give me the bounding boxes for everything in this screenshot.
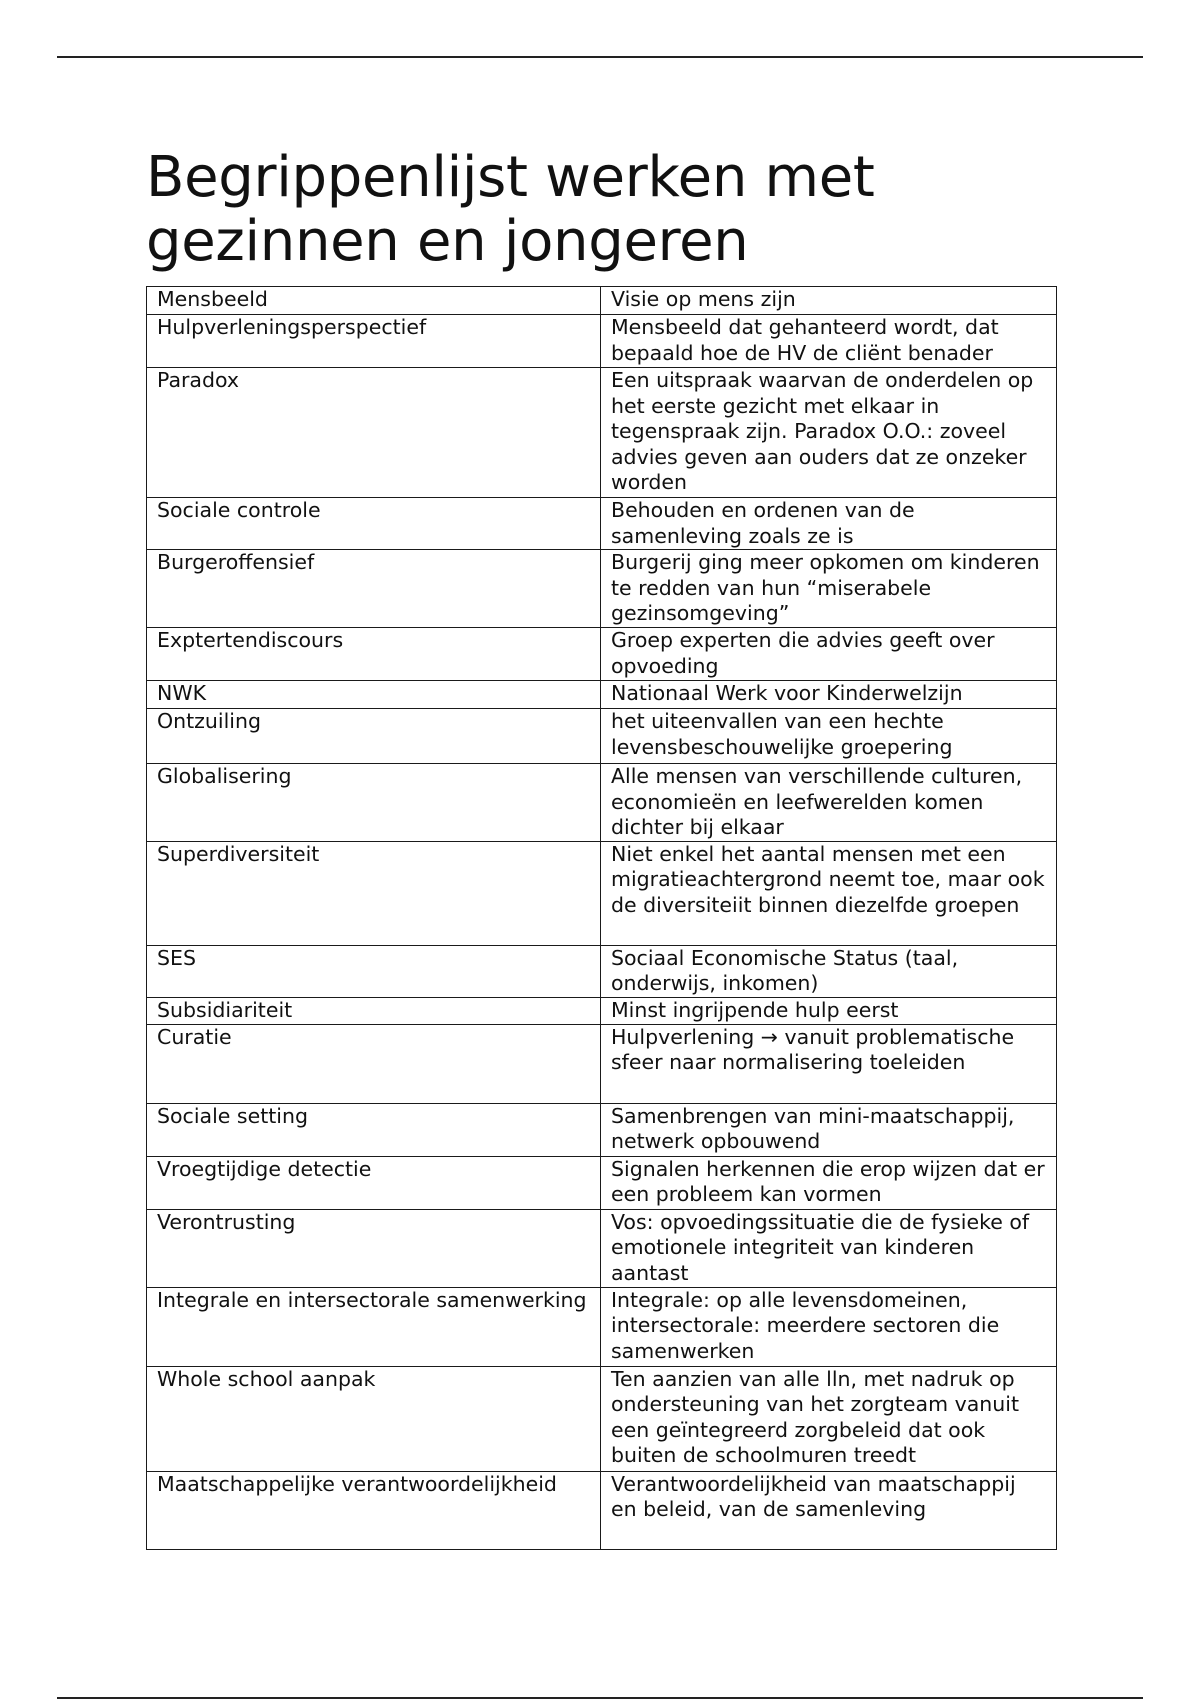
term-cell: Sociale setting: [147, 1103, 601, 1156]
definition-cell: Een uitspraak waarvan de onderdelen op het eerste gezicht met elkaar in tegenspraak zijn. Paradox O.O.: zoveel advies geven aan ouders dat ze onzeker worden: [601, 368, 1057, 498]
definition-cell: Burgerij ging meer opkomen om kinderen te redden van hun “miserabele gezinsomgeving”: [601, 550, 1057, 628]
table-row: [147, 1156, 1057, 1209]
table-row: [147, 841, 1057, 945]
definition-cell: Samenbrengen van mini-maatschappij, netwerk opbouwend: [601, 1103, 1057, 1156]
term-cell: Exptertendiscours: [147, 628, 601, 681]
table-row: [147, 945, 1057, 997]
table-row: [147, 315, 1057, 368]
definition-cell: Behouden en ordenen van de samenleving zoals ze is: [601, 498, 1057, 550]
table-row: [147, 1103, 1057, 1156]
term-cell: Verontrusting: [147, 1209, 601, 1287]
table-row: [147, 550, 1057, 628]
definition-cell: Visie op mens zijn: [601, 287, 1057, 315]
definition-cell: Vos: opvoedingssituatie die de fysieke of emotionele integriteit van kinderen aantast: [601, 1209, 1057, 1287]
term-cell: Whole school aanpak: [147, 1366, 601, 1471]
term-cell: Integrale en intersectorale samenwerking: [147, 1287, 601, 1366]
term-cell: Vroegtijdige detectie: [147, 1156, 601, 1209]
table-row: [147, 1209, 1057, 1287]
table-row: [147, 1287, 1057, 1366]
term-cell: Paradox: [147, 368, 601, 498]
term-cell: Sociale controle: [147, 498, 601, 550]
term-cell: Burgeroffensief: [147, 550, 601, 628]
term-cell: NWK: [147, 681, 601, 709]
term-cell: SES: [147, 945, 601, 997]
table-row: [147, 287, 1057, 315]
term-cell: Superdiversiteit: [147, 841, 601, 945]
term-cell: Mensbeeld: [147, 287, 601, 315]
table-row: [147, 764, 1057, 842]
table-row: [147, 681, 1057, 709]
term-cell: Ontzuiling: [147, 709, 601, 764]
footer-rule: [57, 1697, 1143, 1699]
definition-cell: Groep experten die advies geeft over opvoeding: [601, 628, 1057, 681]
table-row: [147, 498, 1057, 550]
table-row: [147, 628, 1057, 681]
table-row: [147, 1366, 1057, 1471]
table-row: [147, 1024, 1057, 1103]
term-cell: Globalisering: [147, 764, 601, 842]
definition-cell: Minst ingrijpende hulp eerst: [601, 997, 1057, 1024]
glossary-table: [146, 286, 1057, 1550]
definition-cell: Niet enkel het aantal mensen met een migratieachtergrond neemt toe, maar ook de diversiteiit binnen diezelfde groepen: [601, 841, 1057, 945]
term-cell: Curatie: [147, 1024, 601, 1103]
table-row: [147, 709, 1057, 764]
definition-cell: Alle mensen van verschillende culturen, economieën en leefwerelden komen dichter bij elkaar: [601, 764, 1057, 842]
definition-cell: Mensbeeld dat gehanteerd wordt, dat bepaald hoe de HV de cliënt benader: [601, 315, 1057, 368]
term-cell: Subsidiariteit: [147, 997, 601, 1024]
document-title: Begrippenlijst werken met gezinnen en jongeren: [146, 145, 875, 274]
definition-cell: Signalen herkennen die erop wijzen dat er een probleem kan vormen: [601, 1156, 1057, 1209]
term-cell: Hulpverleningsperspectief: [147, 315, 601, 368]
definition-cell: Integrale: op alle levensdomeinen, intersectorale: meerdere sectoren die samenwerken: [601, 1287, 1057, 1366]
definition-cell: Sociaal Economische Status (taal, onderwijs, inkomen): [601, 945, 1057, 997]
term-cell: Maatschappelijke verantwoordelijkheid: [147, 1471, 601, 1549]
definition-cell: Ten aanzien van alle lln, met nadruk op ondersteuning van het zorgteam vanuit een geïntegreerd zorgbeleid dat ook buiten de schoolmuren treedt: [601, 1366, 1057, 1471]
definition-cell: Nationaal Werk voor Kinderwelzijn: [601, 681, 1057, 709]
definition-cell: Verantwoordelijkheid van maatschappij en beleid, van de samenleving: [601, 1471, 1057, 1549]
table-row: [147, 368, 1057, 498]
header-rule: [57, 56, 1143, 58]
definition-cell: Hulpverlening → vanuit problematische sfeer naar normalisering toeleiden: [601, 1024, 1057, 1103]
definition-cell: het uiteenvallen van een hechte levensbeschouwelijke groepering: [601, 709, 1057, 764]
table-row: [147, 997, 1057, 1024]
table-row: [147, 1471, 1057, 1549]
